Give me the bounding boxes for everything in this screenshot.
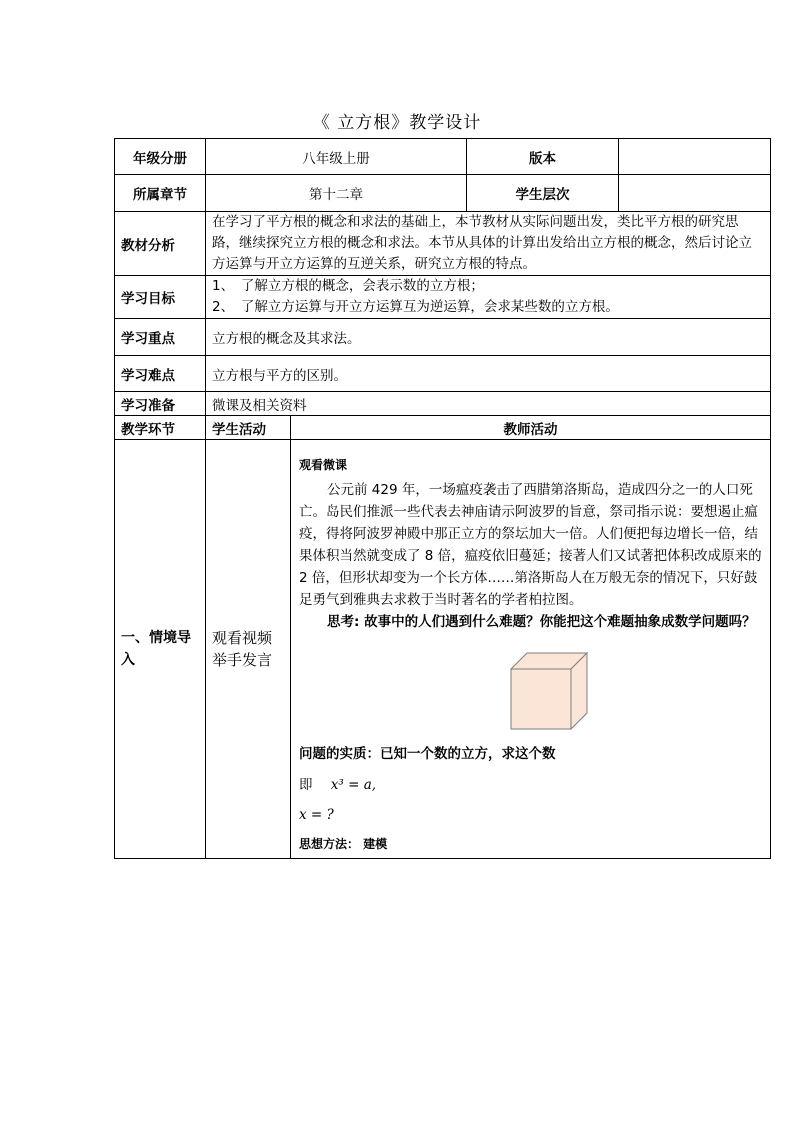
difficulty-label: 学习难点: [115, 356, 206, 392]
row-difficulty: [115, 356, 771, 392]
grade-label: 年级分册: [115, 139, 206, 175]
think-question: 思考: 故事中的人们遇到什么难题？你能把这个难题抽象成数学问题吗？: [327, 614, 756, 630]
prep-label: 学习准备: [115, 392, 206, 416]
step-header: 教学环节: [115, 416, 206, 440]
goals-value: [206, 276, 771, 319]
goal-2: 2、 了解立方运算与开立方运算互为逆运算，会求某些数的立方根。: [212, 299, 619, 315]
goals-label: 学习目标: [115, 276, 206, 319]
level-label: 学生层次: [467, 175, 619, 212]
teacher-header: 教师活动: [291, 416, 771, 440]
key-label: 学习重点: [115, 319, 206, 356]
ji-label: 即: [299, 777, 313, 793]
chapter-value: 第十二章: [206, 175, 467, 212]
problem-essence: 问题的实质：已知一个数的立方，求这个数: [299, 746, 556, 762]
equation-2: x = ?: [299, 807, 334, 823]
cube-icon: [509, 651, 589, 731]
goal-1: 1、 了解立方根的概念，会表示数的立方根；: [212, 278, 484, 294]
row-chapter: [115, 175, 771, 212]
intro-student: 观看视频举手发言: [206, 440, 291, 859]
row-goals: [115, 276, 771, 319]
level-value: [619, 175, 771, 212]
key-value: 立方根的概念及其求法。: [206, 319, 771, 356]
story-paragraph: 公元前 429 年，一场瘟疫袭击了西腊第洛斯岛，造成四分之一的人口死亡。岛民们推派一些代表去神庙请示阿波罗的旨意，祭司指示说：要想遏止瘟疫，得将阿波罗神殿中那正立方的祭坛加大一倍。人们便把每边增长一倍，结果体积当然就变成了 8 倍，瘟疫依旧蔓延；接著人们又试著把体积改成原来的 2 倍，但形状却变为一个长方体……第洛斯岛人在万般无奈的情况下，只好鼓足勇气到雅典去求救于当时著名的学者柏拉图。: [299, 482, 762, 608]
prep-value: 微课及相关资料: [206, 392, 771, 416]
row-grade: [115, 139, 771, 175]
difficulty-value: 立方根与平方的区别。: [206, 356, 771, 392]
intro-teacher: [291, 440, 771, 859]
analysis-label: 教材分析: [115, 212, 206, 276]
lesson-plan-table: [114, 138, 771, 859]
watch-micro-lesson-heading: 观看微课: [299, 458, 348, 472]
page-title: 《 立方根》教学设计: [312, 113, 482, 133]
cube-front-face: [511, 669, 571, 729]
thinking-method: 思想方法： 建模: [299, 837, 388, 851]
row-key: [115, 319, 771, 356]
row-prep: [115, 392, 771, 416]
edition-label: 版本: [467, 139, 619, 175]
student-header: 学生活动: [206, 416, 291, 440]
grade-value: 八年级上册: [206, 139, 467, 175]
edition-value: [619, 139, 771, 175]
equation-1: x³ = a,: [330, 777, 377, 793]
chapter-label: 所属章节: [115, 175, 206, 212]
equation-line-1: [299, 775, 766, 795]
analysis-value: 在学习了平方根的概念和求法的基础上，本节教材从实际问题出发，类比平方根的研究思路，继续探究立方根的概念和求法。本节从具体的计算出发给出立方根的概念，然后讨论立方运算与开立方运算的互逆关系，研究立方根的特点。: [206, 212, 771, 276]
intro-step: 一、情境导入: [115, 440, 206, 859]
row-analysis: [115, 212, 771, 276]
row-activity-header: [115, 416, 771, 440]
row-intro: [115, 440, 771, 859]
